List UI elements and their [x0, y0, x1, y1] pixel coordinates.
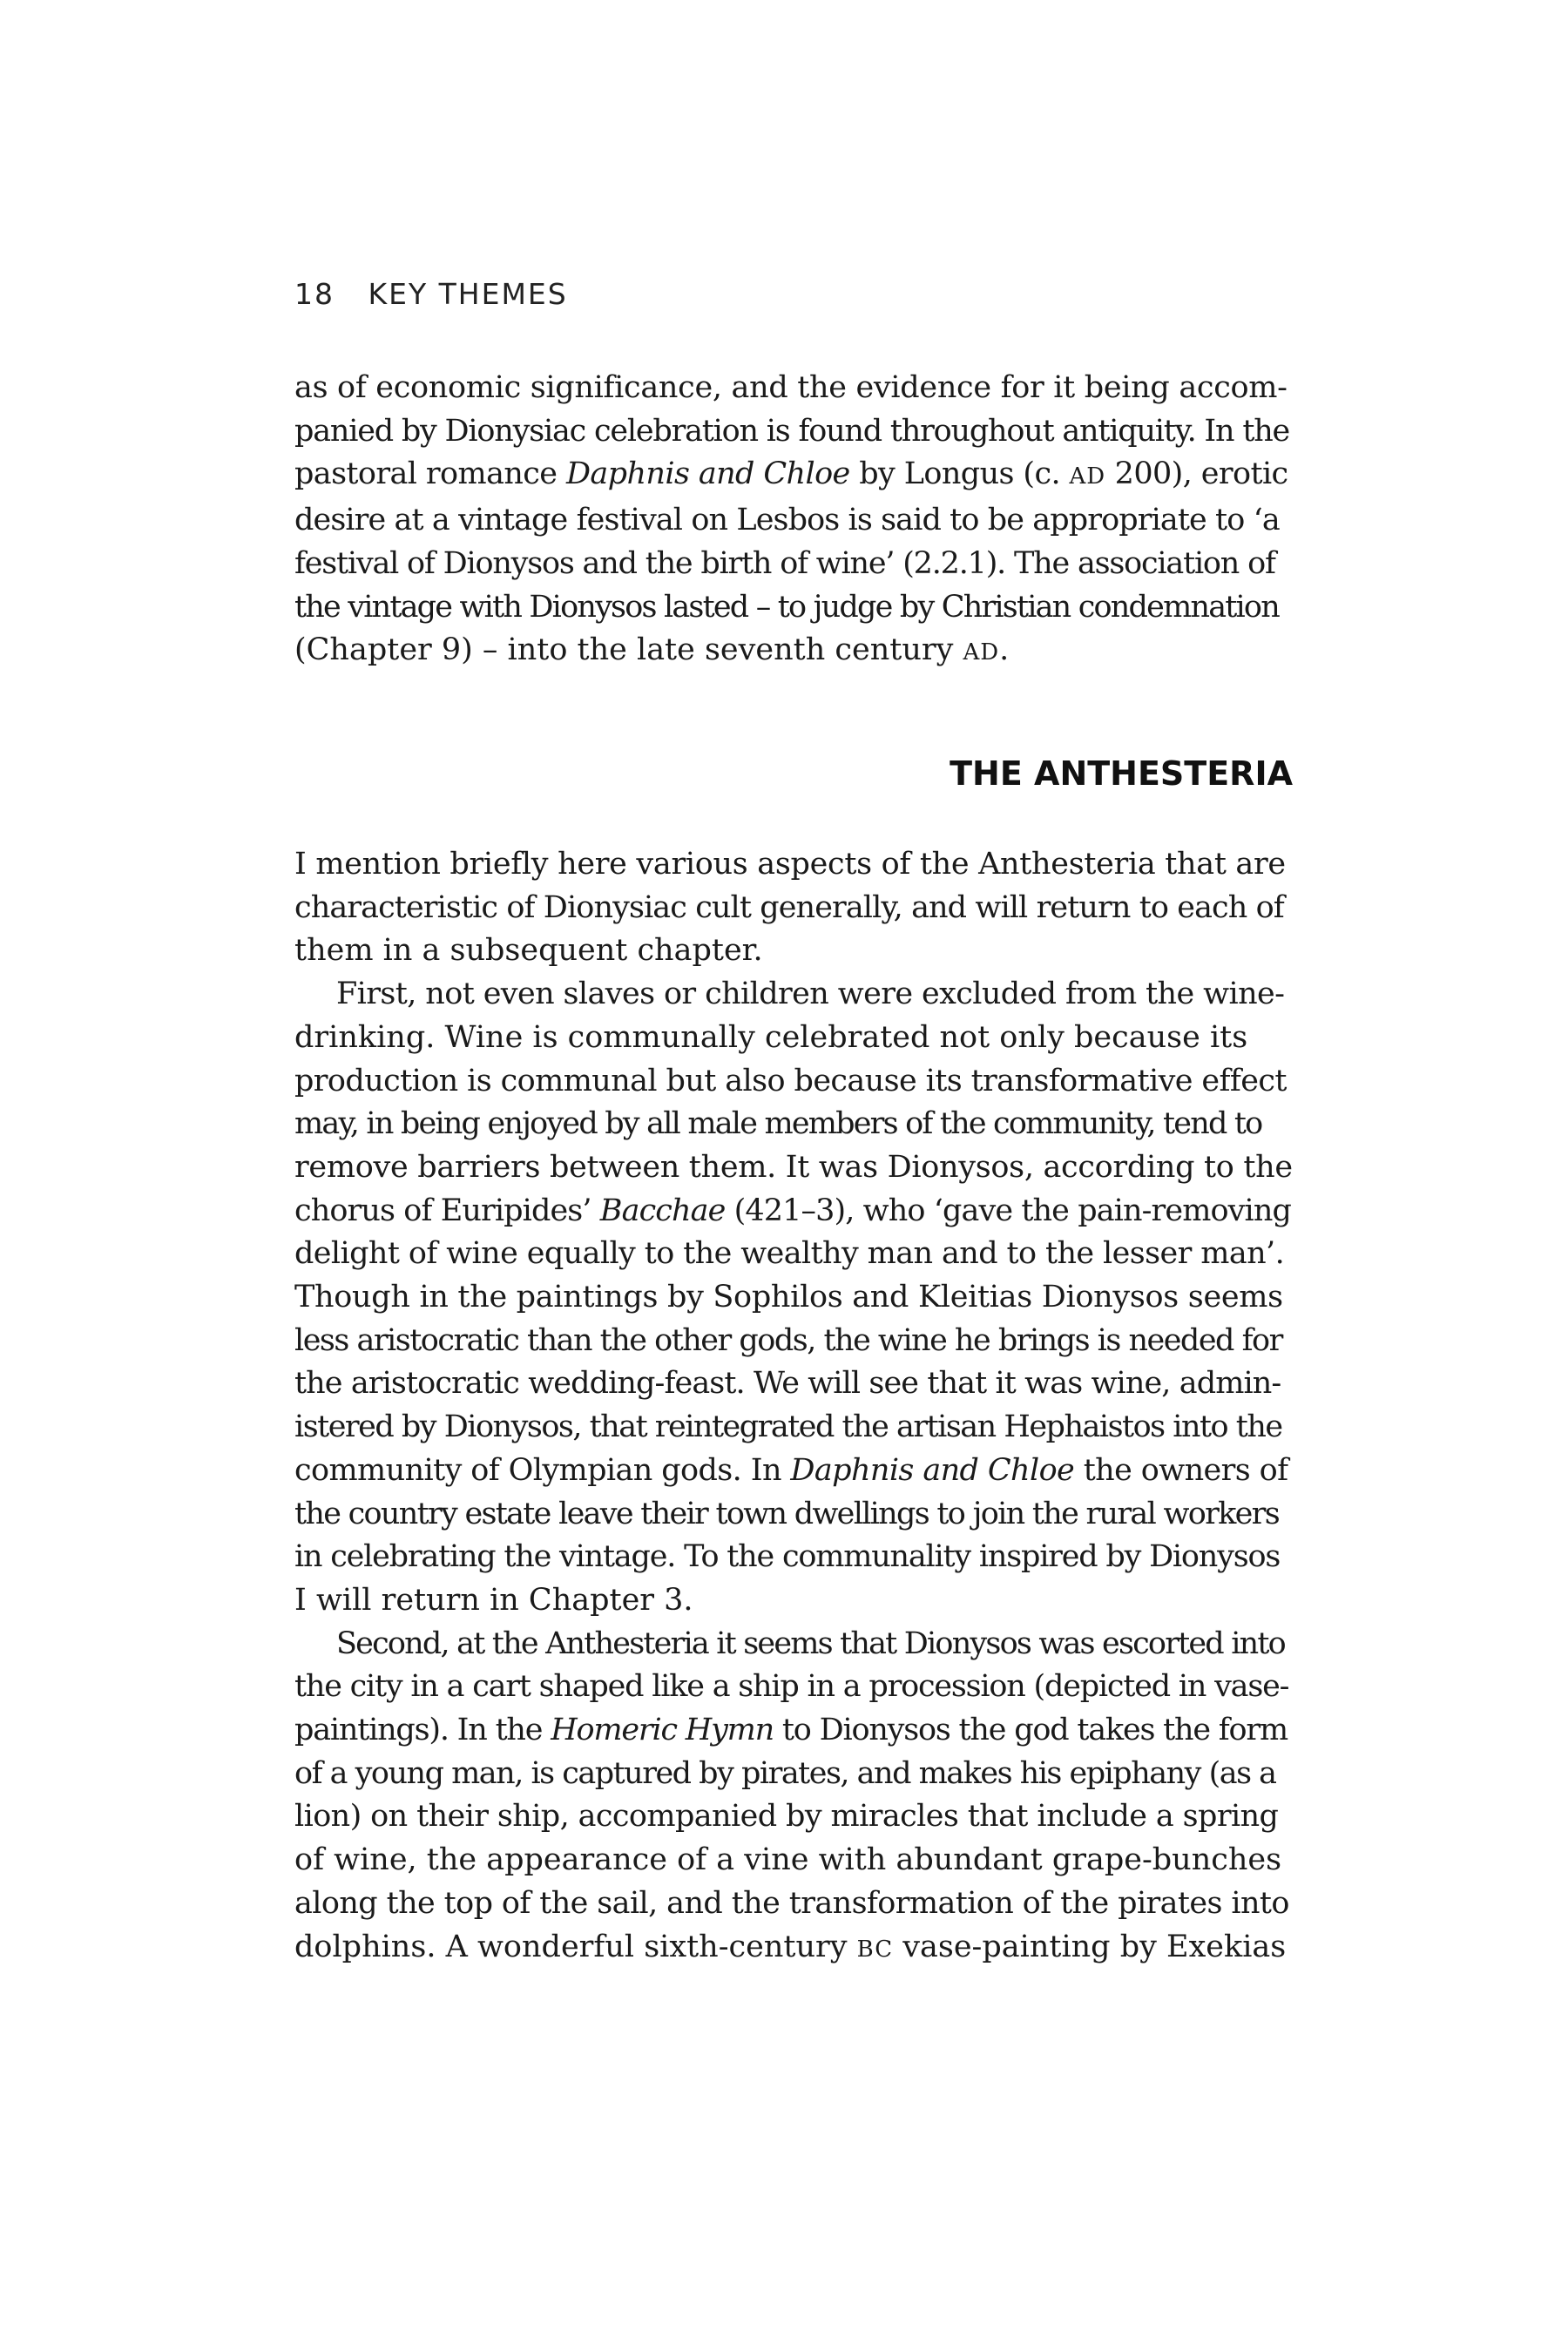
text-line: Second, at the Anthesteria it seems that Dionysos was escorted into [336, 1625, 1285, 1661]
text-line: paintings). In the Homeric Hymn to Dionysos the god takes the form [294, 1713, 1288, 1748]
text-line: production is communal but also because its transformative effect [294, 1063, 1287, 1098]
text-line: of wine, the appearance of a vine with abundant grape-bunches [294, 1842, 1282, 1878]
text-line: panied by Dionysiac celebration is found throughout antiquity. In the [294, 413, 1290, 449]
running-title: KEY THEMES [368, 277, 568, 311]
running-head [294, 277, 568, 311]
title-bacchae: Bacchae [599, 1193, 726, 1228]
text-line: I mention briefly here various aspects of the Anthesteria that are [294, 847, 1286, 882]
text-line: community of Olympian gods. In Daphnis and Chloe the owners of [294, 1452, 1288, 1488]
text-line: as of economic significance, and the evidence for it being accom- [294, 370, 1288, 405]
text-line: may, in being enjoyed by all male members of the community, tend to [294, 1106, 1262, 1142]
text-line: of a young man, is captured by pirates, and makes his epiphany (as a [294, 1755, 1276, 1791]
text-line: the vintage with Dionysos lasted – to judge by Christian condemnation [294, 589, 1279, 625]
body-text [294, 843, 1293, 1971]
text-line: lion) on their ship, accompanied by miracles that include a spring [294, 1799, 1279, 1835]
text-line: delight of wine equally to the wealthy man and to the lesser man’. [294, 1236, 1285, 1272]
text-line: pastoral romance Daphnis and Chloe by Longus (c. AD 200), erotic [294, 456, 1288, 492]
text-line: remove barriers between them. It was Dionysos, according to the [294, 1149, 1293, 1185]
text-line: desire at a vintage festival on Lesbos is said to be appropriate to ‘a [294, 503, 1280, 538]
text-line: festival of Dionysos and the birth of wine’ (2.2.1). The association of [294, 545, 1275, 581]
text-line: in celebrating the vintage. To the communality inspired by Dionysos [294, 1539, 1281, 1575]
text-line: chorus of Euripides’ Bacchae (421–3), who ‘gave the pain-removing [294, 1193, 1291, 1228]
text-line: along the top of the sail, and the transformation of the pirates into [294, 1885, 1289, 1921]
text-line: First, not even slaves or children were excluded from the wine- [336, 977, 1285, 1012]
text-line: them in a subsequent chapter. [294, 933, 763, 969]
text-line: the city in a cart shaped like a ship in a procession (depicted in vase- [294, 1669, 1289, 1705]
era-abbreviation: AD [963, 639, 1000, 666]
section-heading: THE ANTHESTERIA [950, 754, 1293, 793]
continuation-paragraph [294, 367, 1293, 675]
era-abbreviation: AD [1069, 463, 1106, 490]
text-line: the aristocratic wedding-feast. We will see that it was wine, admin- [294, 1366, 1281, 1402]
title-daphnis-and-chloe: Daphnis and Chloe [790, 1452, 1075, 1488]
text-line: I will return in Chapter 3. [294, 1582, 693, 1618]
era-abbreviation: BC [856, 1936, 894, 1963]
title-daphnis-and-chloe: Daphnis and Chloe [565, 456, 850, 492]
text-line: istered by Dionysos, that reintegrated the artisan Hephaistos into the [294, 1409, 1282, 1445]
page-number: 18 [294, 277, 335, 311]
text-line: dolphins. A wonderful sixth-century BC vase-painting by Exekias [294, 1929, 1287, 1964]
text-line: characteristic of Dionysiac cult generally, and will return to each of [294, 889, 1284, 925]
text-line: (Chapter 9) – into the late seventh century AD. [294, 632, 1010, 668]
text-line: Though in the paintings by Sophilos and Kleitias Dionysos seems [294, 1280, 1283, 1315]
title-homeric-hymn: Homeric Hymn [551, 1713, 774, 1748]
text-line: the country estate leave their town dwellings to join the rural workers [294, 1496, 1279, 1531]
text-line: less aristocratic than the other gods, the wine he brings is needed for [294, 1322, 1282, 1358]
text-line: drinking. Wine is communally celebrated not only because its [294, 1019, 1248, 1055]
